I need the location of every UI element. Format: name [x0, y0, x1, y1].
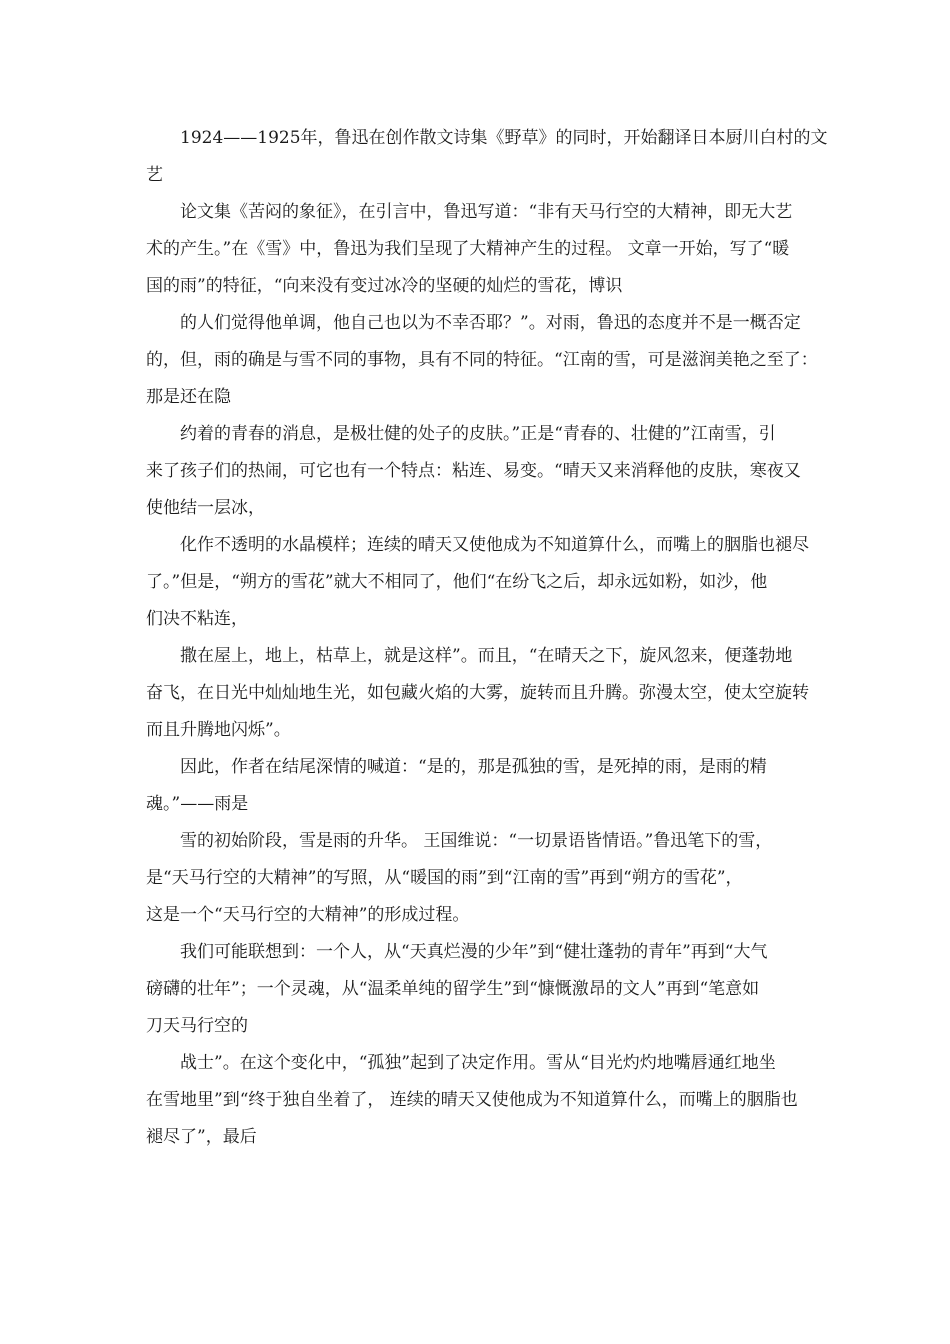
text-line: 而且升腾地闪烁”。 — [146, 720, 291, 740]
text-line: 化作不透明的水晶模样；连续的晴天又使他成为不知道算什么，而嘴上的胭脂也褪尽 — [180, 535, 809, 555]
text-line: 这是一个“天马行空的大精神”的形成过程。 — [146, 905, 470, 925]
text-line: 魂。”——雨是 — [146, 794, 249, 814]
text-line: 我们可能联想到：一个人，从“天真烂漫的少年”到“健壮蓬勃的青年”再到“大气 — [180, 942, 768, 962]
text-line: 的人们觉得他单调，他自己也以为不幸否耶？”。对雨，鲁迅的态度并不是一概否定 — [180, 313, 801, 333]
text-line: 战士”。在这个变化中，“孤独”起到了决定作用。雪从“目光灼灼地嘴唇通红地坐 — [180, 1053, 776, 1073]
text-line: 使他结一层冰， — [146, 498, 265, 518]
text-line: 是“天马行空的大精神”的写照，从“暖国的雨”到“江南的雪”再到“朔方的雪花”， — [146, 868, 743, 888]
text-line: 磅礴的壮年”；一个灵魂，从“温柔单纯的留学生”到“慷慨激昂的文人”再到“笔意如 — [146, 979, 760, 999]
text-line: 褪尽了”，最后 — [146, 1127, 257, 1147]
text-line: 论文集《苦闷的象征》，在引言中，鲁迅写道：“非有天马行空的大精神，即无大艺 — [180, 202, 793, 222]
text-line: 了。”但是，“朔方的雪花”就大不相同了，他们“在纷飞之后，却永远如粉，如沙，他 — [146, 572, 768, 592]
text-line: 的，但，雨的确是与雪不同的事物，具有不同的特征。“江南的雪，可是滋润美艳之至了： — [146, 350, 818, 370]
text-line: 1924——1925年，鲁迅在创作散文诗集《野草》的同时，开始翻译日本厨川白村的文 — [180, 128, 828, 148]
text-line: 雪的初始阶段，雪是雨的升华。 王国维说：“一切景语皆情语。”鲁迅笔下的雪， — [180, 831, 773, 851]
text-line: 在雪地里”到“终于独自坐着了， 连续的晴天又使他成为不知道算什么，而嘴上的胭脂也 — [146, 1090, 798, 1110]
text-line: 来了孩子们的热闹，可它也有一个特点：粘连、易变。“晴天又来消释他的皮肤，寒夜又 — [146, 461, 801, 481]
document-body — [146, 120, 828, 1156]
text-line: 国的雨”的特征，“向来没有变过冰冷的坚硬的灿烂的雪花，博识 — [146, 276, 623, 296]
text-line: 刀天马行空的 — [146, 1016, 248, 1036]
text-line: 们决不粘连， — [146, 609, 248, 629]
text-line: 因此，作者在结尾深情的喊道：“是的，那是孤独的雪，是死掉的雨，是雨的精 — [180, 757, 767, 777]
text-line: 奋飞，在日光中灿灿地生光，如包藏火焰的大雾，旋转而且升腾。弥漫太空，使太空旋转 — [146, 683, 809, 703]
text-line: 撒在屋上，地上，枯草上，就是这样”。而且，“在晴天之下，旋风忽来，便蓬勃地 — [180, 646, 793, 666]
text-line: 约着的青春的消息，是极壮健的处子的皮肤。”正是“青春的、壮健的”江南雪，引 — [180, 424, 776, 444]
text-line: 术的产生。”在《雪》中，鲁迅为我们呈现了大精神产生的过程。 文章一开始，写了“暖 — [146, 239, 790, 259]
text-line: 艺 — [146, 165, 163, 185]
text-line: 那是还在隐 — [146, 387, 231, 407]
